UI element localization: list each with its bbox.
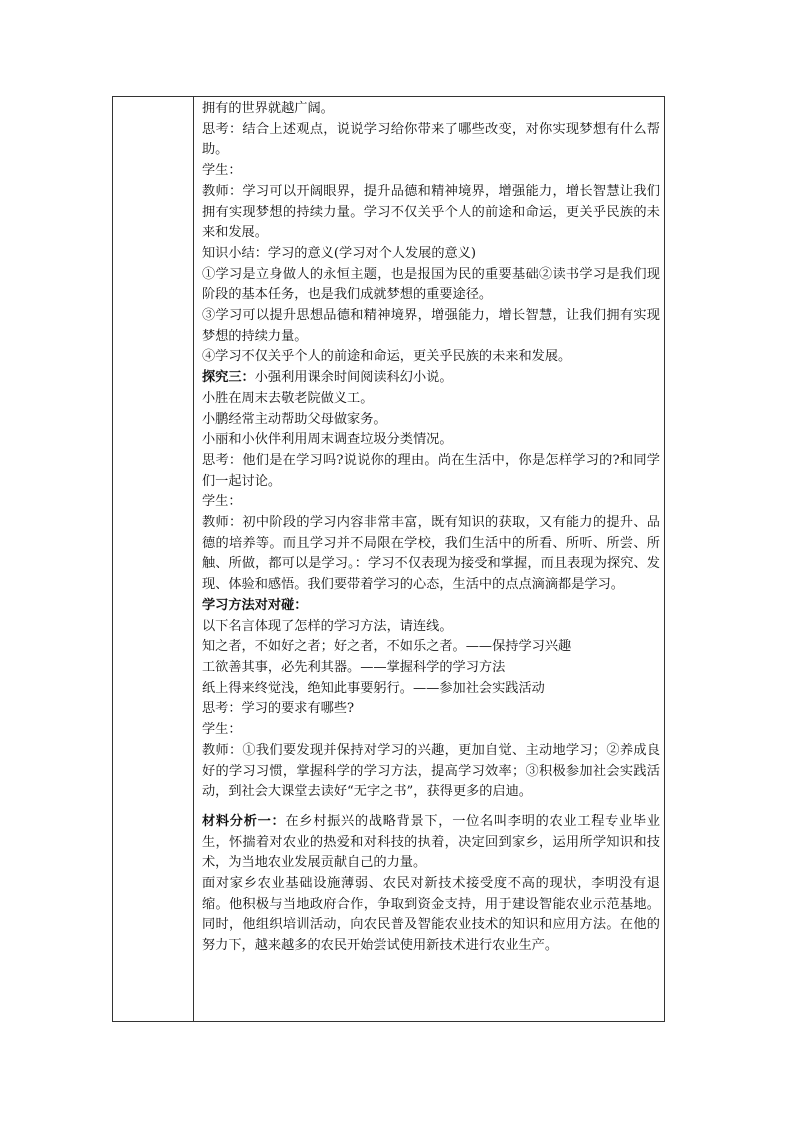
text-line: 面对家乡农业基础设施薄弱、农民对新技术接受度不高的现状，李明没有退缩。他积极与当地政府合作，争取到资金支持，用于建设智能农业示范基地。同时，他组织培训活动，向农民普及智能农业技术的知识和应用方法。在他的努力下，越来越多的农民开始尝试使用新技术进行农业生产。 bbox=[202, 876, 660, 954]
paragraph-gap bbox=[202, 803, 660, 812]
text-line: 纸上得来终觉浅，绝知此事要躬行。——参加社会实践活动 bbox=[202, 680, 545, 696]
text-line: 小鹏经常主动帮助父母做家务。 bbox=[202, 411, 387, 427]
text-line: 学生： bbox=[202, 494, 242, 510]
text-line bbox=[202, 596, 660, 617]
text-line: 思考：他们是在学习吗?说说你的理由。尚在生活中，你是怎样学习的?和同学们一起讨论。 bbox=[202, 452, 660, 489]
text-line: 以下名言体现了怎样的学习方法，请连线。 bbox=[202, 618, 453, 634]
text-line: 教师：学习可以开阔眼界，提升品德和精神境界，增强能力，增长智慧让我们拥有实现梦想的持续力量。学习不仅关乎个人的前途和命运，更关乎民族的未来和发展。 bbox=[202, 183, 660, 241]
table-left-column bbox=[113, 97, 194, 1021]
text-line: 小丽和小伙伴利用周末调查垃圾分类情况。 bbox=[202, 432, 453, 448]
text-line: 工欲善其事，必先利其器。——掌握科学的学习方法 bbox=[202, 659, 506, 675]
section-label: 学习方法对对碰： bbox=[202, 597, 308, 613]
text-line: ③学习可以提升思想品德和精神境界，增强能力，增长智慧，让我们拥有实现梦想的持续力量。 bbox=[202, 308, 660, 344]
text-line: 小胜在周末去敬老院做义工。 bbox=[202, 390, 374, 406]
text-line: 知之者，不如好之者；好之者，不如乐之者。——保持学习兴趣 bbox=[202, 639, 572, 655]
section-label: 探究三： bbox=[202, 370, 255, 386]
text-line: 学生： bbox=[202, 163, 242, 179]
text-line: 思考：学习的要求有哪些? bbox=[202, 701, 355, 717]
text-line: 学生： bbox=[202, 722, 242, 738]
text-line: 拥有的世界就越广阔。 bbox=[202, 101, 334, 116]
table-content-cell bbox=[202, 99, 660, 957]
text-line: ④学习不仅关乎个人的前途和命运，更关乎民族的未来和发展。 bbox=[202, 349, 572, 365]
text-line: ①学习是立身做人的永恒主题，也是报国为民的重要基础②读书学习是我们现阶段的基本任务，也是我们成就梦想的重要途径。 bbox=[202, 266, 660, 303]
section-label: 材料分析一： bbox=[202, 813, 286, 829]
text-line: 思考：结合上述观点，说说学习给你带来了哪些改变，对你实现梦想有什么帮助。 bbox=[202, 121, 660, 158]
text-line: 教师：①我们要发现并保持对学习的兴趣，更加自觉、主动地学习；②养成良好的学习习惯，掌握科学的学习方法，提高学习效率；③积极参加社会实践活动，到社会大课堂去读好“无字之书”，获得更多的启迪。 bbox=[202, 742, 660, 800]
text-line: 探究三：小强利用课余时间阅读科幻小说。 bbox=[202, 370, 453, 386]
text-line: 材料分析一：在乡村振兴的战略背景下，一位名叫李明的农业工程专业毕业生，怀揣着对农业的热爱和对科技的执着，决定回到家乡，运用所学知识和技术，为当地农业发展贡献自己的力量。 bbox=[202, 813, 661, 871]
text-line: 知识小结：学习的意义(学习对个人发展的意义) bbox=[202, 245, 477, 261]
text-line: 教师：初中阶段的学习内容非常丰富，既有知识的获取，又有能力的提升、品德的培养等。而且学习并不局限在学校，我们生活中的所看、所听、所尝、所触、所做，都可以是学习。：学习不仅表现为接受和掌握，而且表现为探究、发现、体验和感悟。我们要带着学习的心态，生活中的点点滴滴都是学习。 bbox=[202, 515, 660, 593]
lesson-table bbox=[112, 96, 665, 1022]
